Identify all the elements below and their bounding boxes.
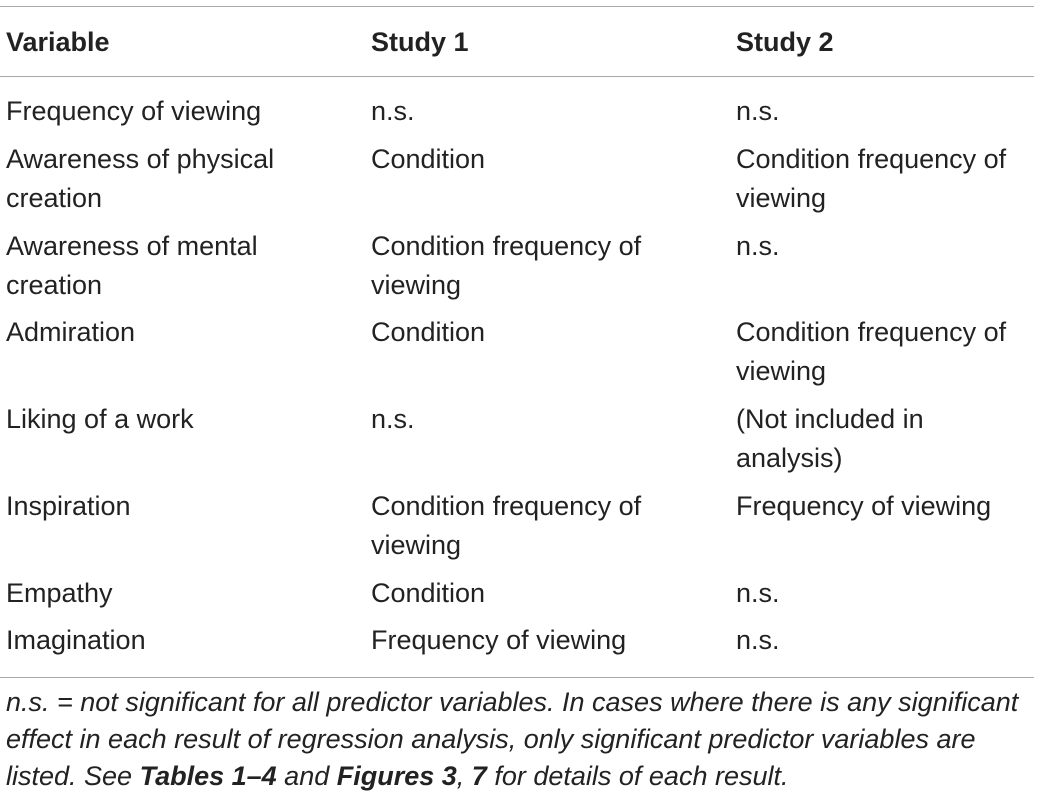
header-variable: Variable [6, 27, 110, 57]
cell-variable: Liking of a work [6, 404, 194, 434]
footnote-text: and [276, 761, 337, 791]
cell-variable: Imagination [6, 625, 146, 655]
figure-7-reference[interactable]: 7 [471, 761, 487, 791]
table-top-rule [0, 6, 1034, 7]
cell-study-1: Condition frequency of viewing [371, 231, 642, 300]
cell-study-2: (Not included in analysis) [736, 404, 924, 473]
cell-variable: Inspiration [6, 491, 131, 521]
footnote-text: n.s. = not significant for all predictor variables. In cases where there is any significant effect in each result of regression analysis, only significant predictor variables are listed. See [6, 687, 1019, 791]
cell-variable: Admiration [6, 317, 136, 347]
cell-study-2: n.s. [736, 96, 780, 126]
footnote-text: for details of each result. [486, 761, 789, 791]
cell-study-1: Condition [371, 578, 486, 608]
figures-reference[interactable]: Figures 3 [336, 761, 457, 791]
tables-reference[interactable]: Tables 1–4 [139, 761, 277, 791]
table-header-row [0, 24, 1040, 60]
cell-study-1: Condition [371, 144, 486, 174]
cell-variable: Awareness of mental creation [6, 231, 258, 300]
cell-study-1: n.s. [371, 404, 415, 434]
cell-variable: Empathy [6, 578, 113, 608]
table-bottom-rule [0, 677, 1034, 678]
table-footnote [6, 684, 1036, 795]
header-study-2: Study 2 [736, 27, 834, 57]
cell-study-2: n.s. [736, 231, 780, 261]
cell-study-2: n.s. [736, 578, 780, 608]
cell-study-1: Condition [371, 317, 486, 347]
cell-study-2: Frequency of viewing [736, 491, 992, 521]
cell-variable: Frequency of viewing [6, 96, 262, 126]
cell-variable: Awareness of physical creation [6, 144, 275, 213]
cell-study-1: Condition frequency of viewing [371, 491, 642, 560]
table-header-rule [0, 76, 1034, 77]
cell-study-1: Frequency of viewing [371, 625, 627, 655]
header-study-1: Study 1 [371, 27, 469, 57]
cell-study-2: Condition frequency of viewing [736, 317, 1007, 386]
cell-study-1: n.s. [371, 96, 415, 126]
cell-study-2: n.s. [736, 625, 780, 655]
cell-study-2: Condition frequency of viewing [736, 144, 1007, 213]
footnote-text: , [456, 761, 472, 791]
